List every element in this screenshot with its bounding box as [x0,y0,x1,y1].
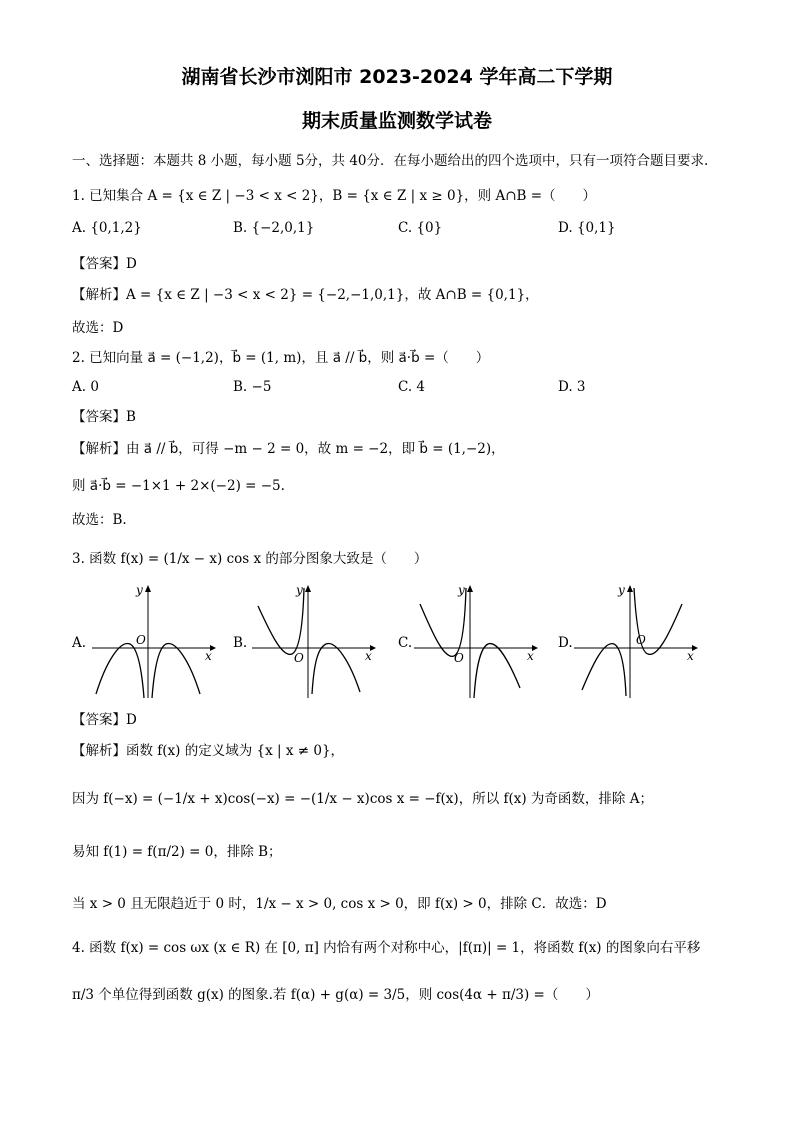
q1-stem: 1. 已知集合 A = {x ∈ Z | −3 < x < 2}，B = {x ∈ Z | x ≥ 0}，则 A∩B =（ ） [72,188,597,204]
q3-graph-label-a: A. [72,635,87,651]
q4-stem-2: π/3 个单位得到函数 g(x) 的图象.若 f(α) + g(α) = 3/5，则 cos(4α + π/3) =（ ） [72,987,599,1003]
q2-answer: 【答案】B [72,409,136,425]
q2-option-a: A. 0 [72,379,99,395]
q2-option-b: B. −5 [233,379,272,395]
q3-graph-d [570,582,700,700]
q3-graph-a [88,582,218,700]
q3-graph-label-d: D. [558,635,573,651]
x-label: x [365,649,372,663]
y-label: y [136,583,143,597]
origin-label: O [294,651,304,665]
q1-option-a: A. {0,1,2} [72,220,142,236]
q1-option-c: C. {0} [398,220,443,236]
origin-label: O [454,651,464,665]
q2-analysis: 【解析】由 a⃗ // b⃗，可得 −m − 2 = 0，故 m = −2，即 b⃗ = (1,−2)， [72,441,505,457]
q2-option-c: C. 4 [398,379,426,395]
q3-answer: 【答案】D [72,712,137,728]
q4-stem-1: 4. 函数 f(x) = cos ωx (x ∈ R) 在 [0, π] 内恰有两个对称中心，|f(π)| = 1，将函数 f(x) 的图象向右平移 [72,940,701,956]
q3-analysis-1: 【解析】函数 f(x) 的定义域为 {x | x ≠ 0}， [72,743,345,759]
section-heading: 一、选择题：本题共 8 小题，每小题 5分，共 40分．在每小题给出的四个选项中，只有一项符合题目要求. [72,153,709,169]
curve-left [582,644,626,696]
curve-right [634,588,682,654]
q3-analysis-3: 易知 f(1) = f(π/2) = 0，排除 B； [72,844,282,860]
curve-right [152,644,200,698]
title-line-2: 期末质量监测数学试卷 [301,110,492,132]
y-axis-arrow [305,585,311,592]
q1-analysis: 【解析】A = {x ∈ Z | −3 < x < 2} = {−2,−1,0,1}，故 A∩B = {0,1}， [72,287,539,303]
q3-analysis-2: 因为 f(−x) = (−1/x + x)cos(−x) = −(1/x − x)cos x = −f(x)，所以 f(x) 为奇函数，排除 A； [72,791,653,807]
curve-right [312,644,360,694]
title-line-1: 湖南省长沙市浏阳市 2023-2024 学年高二下学期 [181,66,613,88]
y-label: y [458,583,465,597]
curve-left [258,588,304,654]
origin-label: O [136,633,146,647]
curve-right [474,644,520,698]
y-axis-arrow [145,585,151,592]
q3-graph-label-b: B. [233,635,248,651]
q1-option-b: B. {−2,0,1} [233,220,315,236]
q1-option-d: D. {0,1} [558,220,616,236]
x-label: x [687,649,694,663]
q1-answer: 【答案】D [72,256,137,272]
q3-graph-label-c: C. [398,635,413,651]
q2-conclusion: 故选：B. [72,512,127,528]
q3-graph-b [248,582,378,700]
origin-label: O [636,633,646,647]
x-label: x [527,649,534,663]
q2-option-d: D. 3 [558,379,586,395]
q2-stem: 2. 已知向量 a⃗ = (−1,2)，b⃗ = (1, m)，且 a⃗ // b⃗，则 a⃗·b⃗ =（ ） [72,350,490,366]
q1-conclusion: 故选：D [72,320,124,336]
q3-graph-c [410,582,540,700]
curve-left [96,644,144,698]
q3-analysis-4: 当 x > 0 且无限趋近于 0 时，1/x − x > 0, cos x > 0，即 f(x) > 0，排除 C．故选：D [72,896,607,912]
y-axis-arrow [467,585,473,592]
y-label: y [296,583,303,597]
x-label: x [205,649,212,663]
q2-analysis-2: 则 a⃗·b⃗ = −1×1 + 2×(−2) = −5. [72,478,285,494]
q3-stem: 3. 函数 f(x) = (1/x − x) cos x 的部分图象大致是（ ） [72,551,428,567]
y-label: y [618,583,625,597]
y-axis-arrow [627,585,633,592]
curve-left [420,588,466,656]
